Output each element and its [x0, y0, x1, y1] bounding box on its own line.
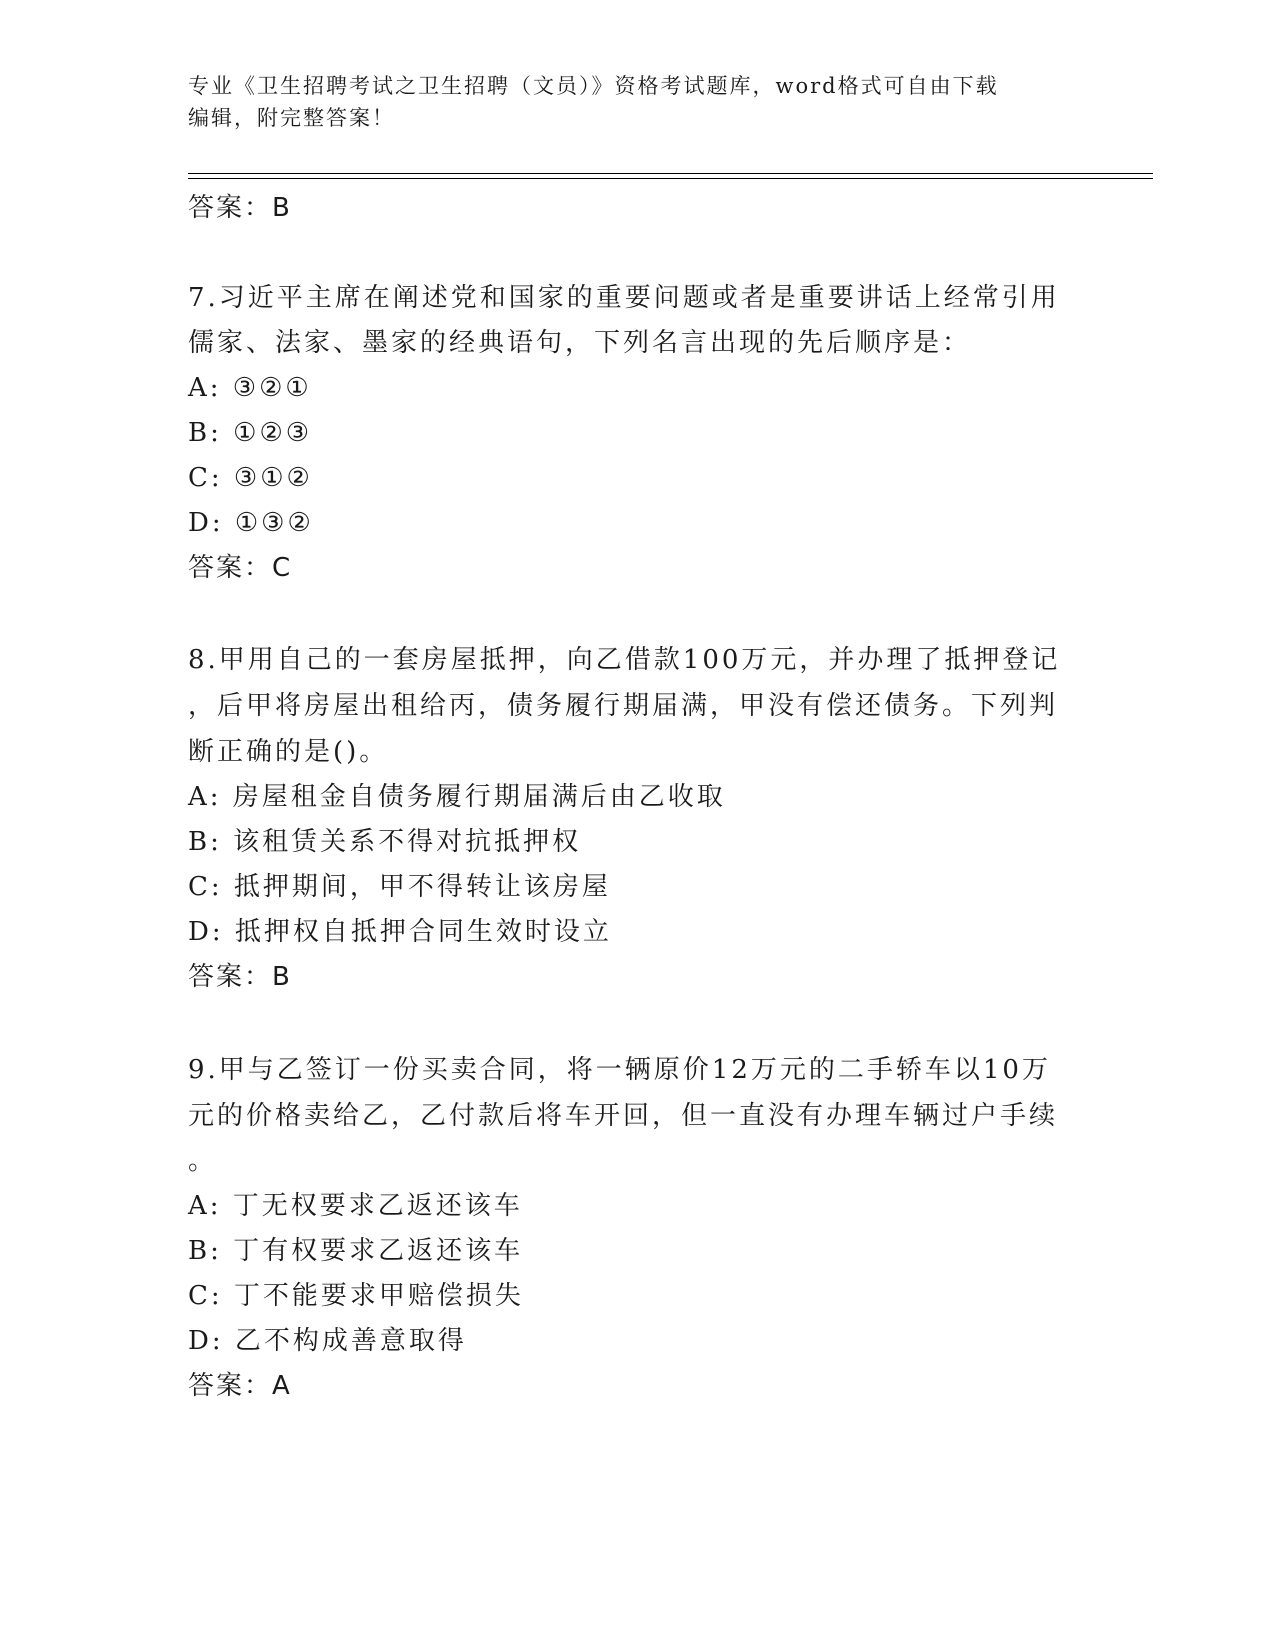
header-line-2: 编辑，附完整答案！ [188, 106, 395, 130]
question-7-option-c: C: ③①② [188, 463, 313, 493]
question-8-line-2: ，后甲将房屋出租给丙，债务履行期届满，甲没有偿还债务。下列判 [188, 691, 1059, 721]
question-9-option-a: A: 丁无权要求乙返还该车 [188, 1191, 523, 1221]
question-9-option-b: B: 丁有权要求乙返还该车 [188, 1236, 524, 1266]
question-7-option-b: B: ①②③ [188, 418, 313, 448]
question-8-option-c: C: 抵押期间，甲不得转让该房屋 [188, 872, 611, 902]
header-rule-top [188, 173, 1153, 174]
question-9-line-1: 9.甲与乙签订一份买卖合同，将一辆原价12万元的二手轿车以10万 [188, 1055, 1051, 1085]
previous-answer: 答案：B [188, 193, 292, 223]
question-7-answer: 答案：C [188, 553, 293, 583]
question-7-line-1: 7.习近平主席在阐述党和国家的重要问题或者是重要讲话上经常引用 [188, 283, 1060, 313]
question-8-option-b: B: 该租赁关系不得对抗抵押权 [188, 827, 582, 857]
question-7-option-a: A: ③②① [188, 373, 312, 403]
question-9-line-3: 。 [188, 1146, 218, 1176]
header-rule-bottom [188, 178, 1153, 179]
question-7-option-d: D: ①③② [188, 508, 314, 538]
question-8-line-1: 8.甲用自己的一套房屋抵押，向乙借款100万元，并办理了抵押登记 [188, 645, 1061, 675]
question-8-answer: 答案：B [188, 962, 292, 992]
question-9-option-c: C: 丁不能要求甲赔偿损失 [188, 1281, 524, 1311]
question-8-option-a: A: 房屋租金自债务履行期届满后由乙收取 [188, 782, 726, 812]
question-9-answer: 答案：A [188, 1371, 292, 1401]
question-9-option-d: D: 乙不构成善意取得 [188, 1326, 467, 1356]
question-7-line-2: 儒家、法家、墨家的经典语句，下列名言出现的先后顺序是： [188, 328, 972, 358]
question-8-option-d: D: 抵押权自抵押合同生效时设立 [188, 917, 612, 947]
question-9-line-2: 元的价格卖给乙，乙付款后将车开回，但一直没有办理车辆过户手续 [188, 1101, 1059, 1131]
header-line-1: 专业《卫生招聘考试之卫生招聘（文员）》资格考试题库，word格式可自由下载 [188, 74, 999, 98]
question-8-line-3: 断正确的是()。 [188, 737, 389, 767]
